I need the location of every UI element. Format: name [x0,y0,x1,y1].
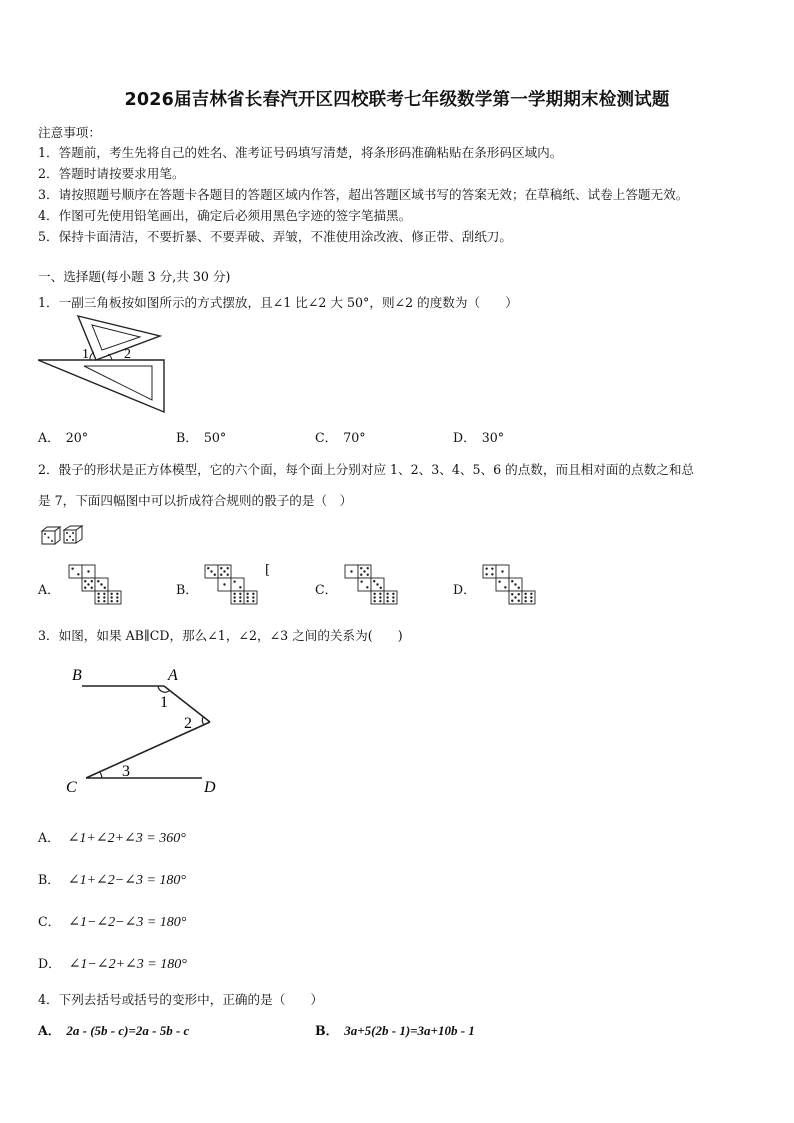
dice-pip [77,573,79,575]
angle-3-label: 3 [122,763,130,780]
notice-item: 5．保持卡面清洁，不要折暴、不要弄破、弄皱，不准使用涂改液、修正带、刮纸刀。 [38,229,512,244]
option-b[interactable]: B． 50° [176,430,227,445]
dice-face [231,591,244,604]
dice-net-a [68,564,124,606]
dice-pip [367,574,369,576]
dice-pip [498,580,500,582]
dice-pip [103,593,105,595]
point-c-label: C [66,779,77,796]
dice-face [69,565,82,578]
option-b[interactable]: B． [176,582,198,597]
dice-pip [223,583,225,585]
dice-pip [103,596,105,598]
dice-pip [485,567,487,569]
option-a[interactable]: A． 2a - (5b - c)=2a - 5b - c [38,1023,190,1038]
dice-pip [530,596,532,598]
dice-pip [373,596,375,598]
dice-pip [511,593,513,595]
option-b[interactable]: B． 3a+5(2b - 1)=3a+10b - 1 [315,1023,475,1038]
dice-pip [366,586,368,588]
dice-pip [239,596,241,598]
dice-pip [239,600,241,602]
dice-pip [233,596,235,598]
stray-mark: [ [265,563,271,578]
dice-pip [363,570,365,572]
question-2-stem-line1: 2．骰子的形状是正方体模型，它的六个面，每个面上分别对应 1、2、3、4、5、6 的点数，而且相对面的点数之和总 [38,462,695,477]
dice-pip [379,593,381,595]
dice-pip [379,600,381,602]
notice-item: 2．答题时请按要求用笔。 [38,166,185,181]
notice-heading: 注意事项： [38,125,101,140]
dice-pip [87,570,89,572]
dice-pip [71,567,73,569]
dice-pip [116,600,118,602]
dice-pip [491,567,493,569]
dice-pip [116,593,118,595]
dice-pip [210,570,212,572]
option-c[interactable]: C． ∠1−∠2−∠3 = 180° [38,914,187,930]
dice-face [358,578,371,591]
dice-pip [514,583,516,585]
dice-pip [97,593,99,595]
dice-pip [233,593,235,595]
section-heading: 一、选择题(每小题 3 分,共 30 分) [38,269,231,284]
dice-pip [207,567,209,569]
dice-pip [376,583,378,585]
dice-pip [246,596,248,598]
point-b-label: B [72,667,82,684]
notice-item: 1．答题前，考生先将自己的姓名、准考证号码填写清楚，将条形码准确粘贴在条形码区域内。 [38,145,563,160]
dice-face [231,578,244,591]
question-2-stem-line2: 是 7，下面四幅图中可以折成符合规则的骰子的是（ ） [38,493,353,508]
dice-pip [360,580,362,582]
dice-pip [227,574,229,576]
dice-pip [392,600,394,602]
dice-icon [40,524,84,546]
angle-1-label: 1 [82,347,89,362]
dice-pip [491,573,493,575]
dice-pip [246,600,248,602]
dice-pip [379,596,381,598]
dice-pip [239,586,241,588]
dice-pip [392,593,394,595]
question-3-stem: 3．如图，如果 AB∥CD，那么∠1，∠2，∠3 之间的关系为( ) [38,628,403,643]
dice-face [108,591,121,604]
dice-pip [530,600,532,602]
angle-2-label: 2 [124,347,131,362]
dice-pip [485,573,487,575]
dice-pip [530,593,532,595]
dice-net-d [482,564,538,606]
dice-pip [91,587,93,589]
dice-pip [504,586,506,588]
option-a[interactable]: A． [38,582,60,597]
point-a-label: A [168,667,178,684]
dice-pip [511,600,513,602]
dice-face [371,591,384,604]
dice-pip [380,587,382,589]
dice-net-c [344,564,400,606]
dice-face [384,591,397,604]
dice-pip [518,593,520,595]
dice-pip [110,596,112,598]
dice-face [244,591,257,604]
dice-pip [116,596,118,598]
dice-face [522,591,535,604]
dice-pip [367,567,369,569]
dice-pip [246,593,248,595]
notice-item: 4．作图可先使用铅笔画出，确定后必须用黑色字迹的签字笔描黑。 [38,208,412,223]
angle-2-label: 2 [184,715,192,732]
question-1-stem: 1．一副三角板按如图所示的方式摆放，且∠1 比∠2 大 50°，则∠2 的度数为（ ） [38,295,518,310]
dice-pip [223,570,225,572]
dice-pip [110,600,112,602]
option-c[interactable]: C． 70° [315,430,366,445]
dice-pip [524,593,526,595]
dice-pip [360,574,362,576]
dice-pip [511,580,513,582]
dice-pip [360,567,362,569]
option-a[interactable]: A． 20° [38,430,89,445]
set-square-figure [38,314,166,418]
option-a[interactable]: A． ∠1+∠2+∠3 = 360° [38,830,186,846]
dice-pip [214,574,216,576]
page-title: 2026届吉林省长春汽开区四校联考七年级数学第一学期期末检测试题 [124,90,670,110]
dice-pip [104,587,106,589]
dice-pip [386,596,388,598]
dice-pip [392,596,394,598]
dice-pip [84,580,86,582]
dice-pip [84,587,86,589]
dice-pip [110,593,112,595]
dice-pip [524,596,526,598]
option-d[interactable]: D． [453,582,476,597]
dice-pip [91,580,93,582]
question-4-stem: 4．下列去括号或括号的变形中，正确的是（ ） [38,992,324,1007]
dice-face [95,591,108,604]
dice-pip [252,596,254,598]
option-c[interactable]: C． [315,582,338,597]
dice-pip [386,600,388,602]
option-b[interactable]: B． ∠1+∠2−∠3 = 180° [38,872,186,888]
dice-pip [524,600,526,602]
dice-pip [97,600,99,602]
dice-pip [233,600,235,602]
dice-pip [386,593,388,595]
dice-pip [373,593,375,595]
dice-pip [350,570,352,572]
dice-pip [252,593,254,595]
dice-pip [220,574,222,576]
dice-pip [239,593,241,595]
dice-pip [518,587,520,589]
dice-face [496,578,509,591]
dice-pip [100,583,102,585]
dice-pip [87,583,89,585]
dice-pip [514,596,516,598]
dice-face [483,565,496,578]
notice-item: 3．请按照题号顺序在答题卡各题目的答题区域内作答，超出答题区域书写的答案无效；在草稿纸、试卷上答题无效。 [38,187,689,202]
option-d[interactable]: D． 30° [453,430,505,445]
dice-pip [373,600,375,602]
dice-pip [103,600,105,602]
dice-pip [220,567,222,569]
dice-pip [227,567,229,569]
dice-pip [97,580,99,582]
angle-1-label: 1 [160,694,168,711]
option-d[interactable]: D． ∠1−∠2+∠3 = 180° [38,956,187,972]
dice-pip [501,570,503,572]
dice-pip [373,580,375,582]
dice-pip [252,600,254,602]
dice-net-b [204,564,260,606]
dice-pip [233,580,235,582]
parallel-lines-figure [62,662,232,800]
point-d-label: D [204,779,216,796]
dice-pip [518,600,520,602]
dice-pip [97,596,99,598]
